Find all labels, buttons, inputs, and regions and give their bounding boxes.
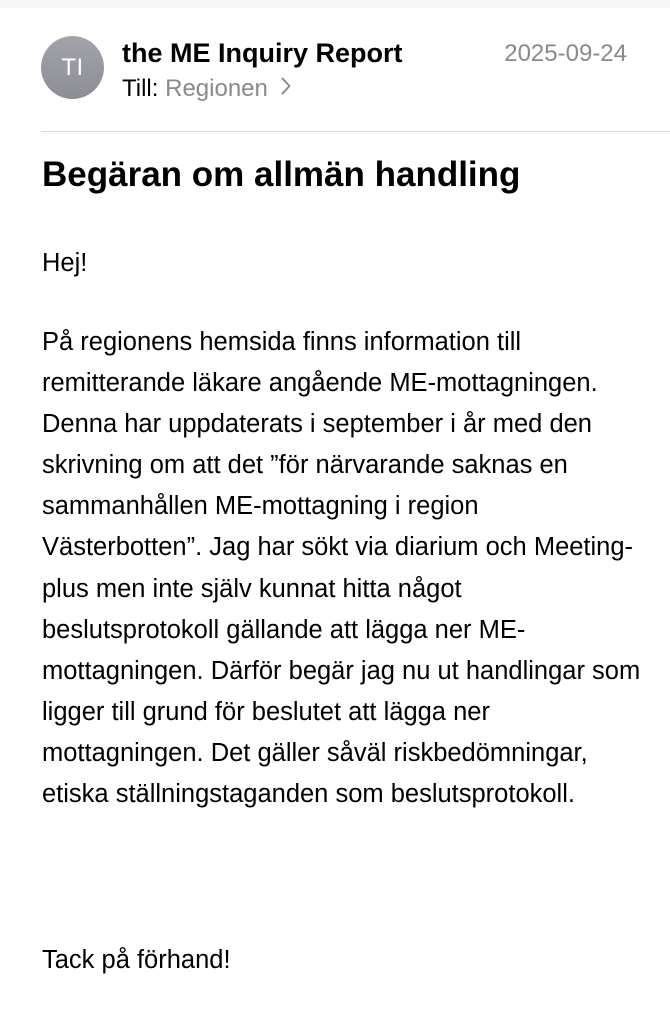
email-header — [0, 0, 670, 132]
email-greeting: Hej! — [42, 249, 88, 277]
email-body-paragraph: På regionens hemsida finns information till remitterande läkare angående ME-mottagningen. Denna har uppdaterats i september i år med den skrivning om att det ”för närvarande saknas en sammanhållen ME-mottagning i region Västerbotten”. Jag har sökt via diarium och Meeting-plus men inte själv kunnat hitta något beslutsprotokoll gällande att lägga ner ME-mottagningen. Därför begär jag nu ut handlingar som ligger till grund för beslutet att lägga ner mottagningen. Det gäller såväl riskbedömningar, etiska ställningstaganden som beslutsprotokoll. — [42, 328, 641, 809]
email-date: 2025-09-24 — [504, 40, 627, 67]
recipient-row[interactable] — [122, 74, 291, 104]
email-subject: Begäran om allmän handling — [42, 155, 521, 194]
recipient-name[interactable]: Regionen — [165, 75, 268, 102]
email-closing: Tack på förhand! — [42, 946, 231, 974]
sender-name[interactable]: the ME Inquiry Report — [122, 38, 403, 68]
header-divider — [41, 131, 670, 132]
to-label: Till: — [122, 75, 159, 102]
avatar[interactable]: TI — [41, 36, 104, 99]
chevron-right-icon[interactable] — [281, 73, 291, 103]
